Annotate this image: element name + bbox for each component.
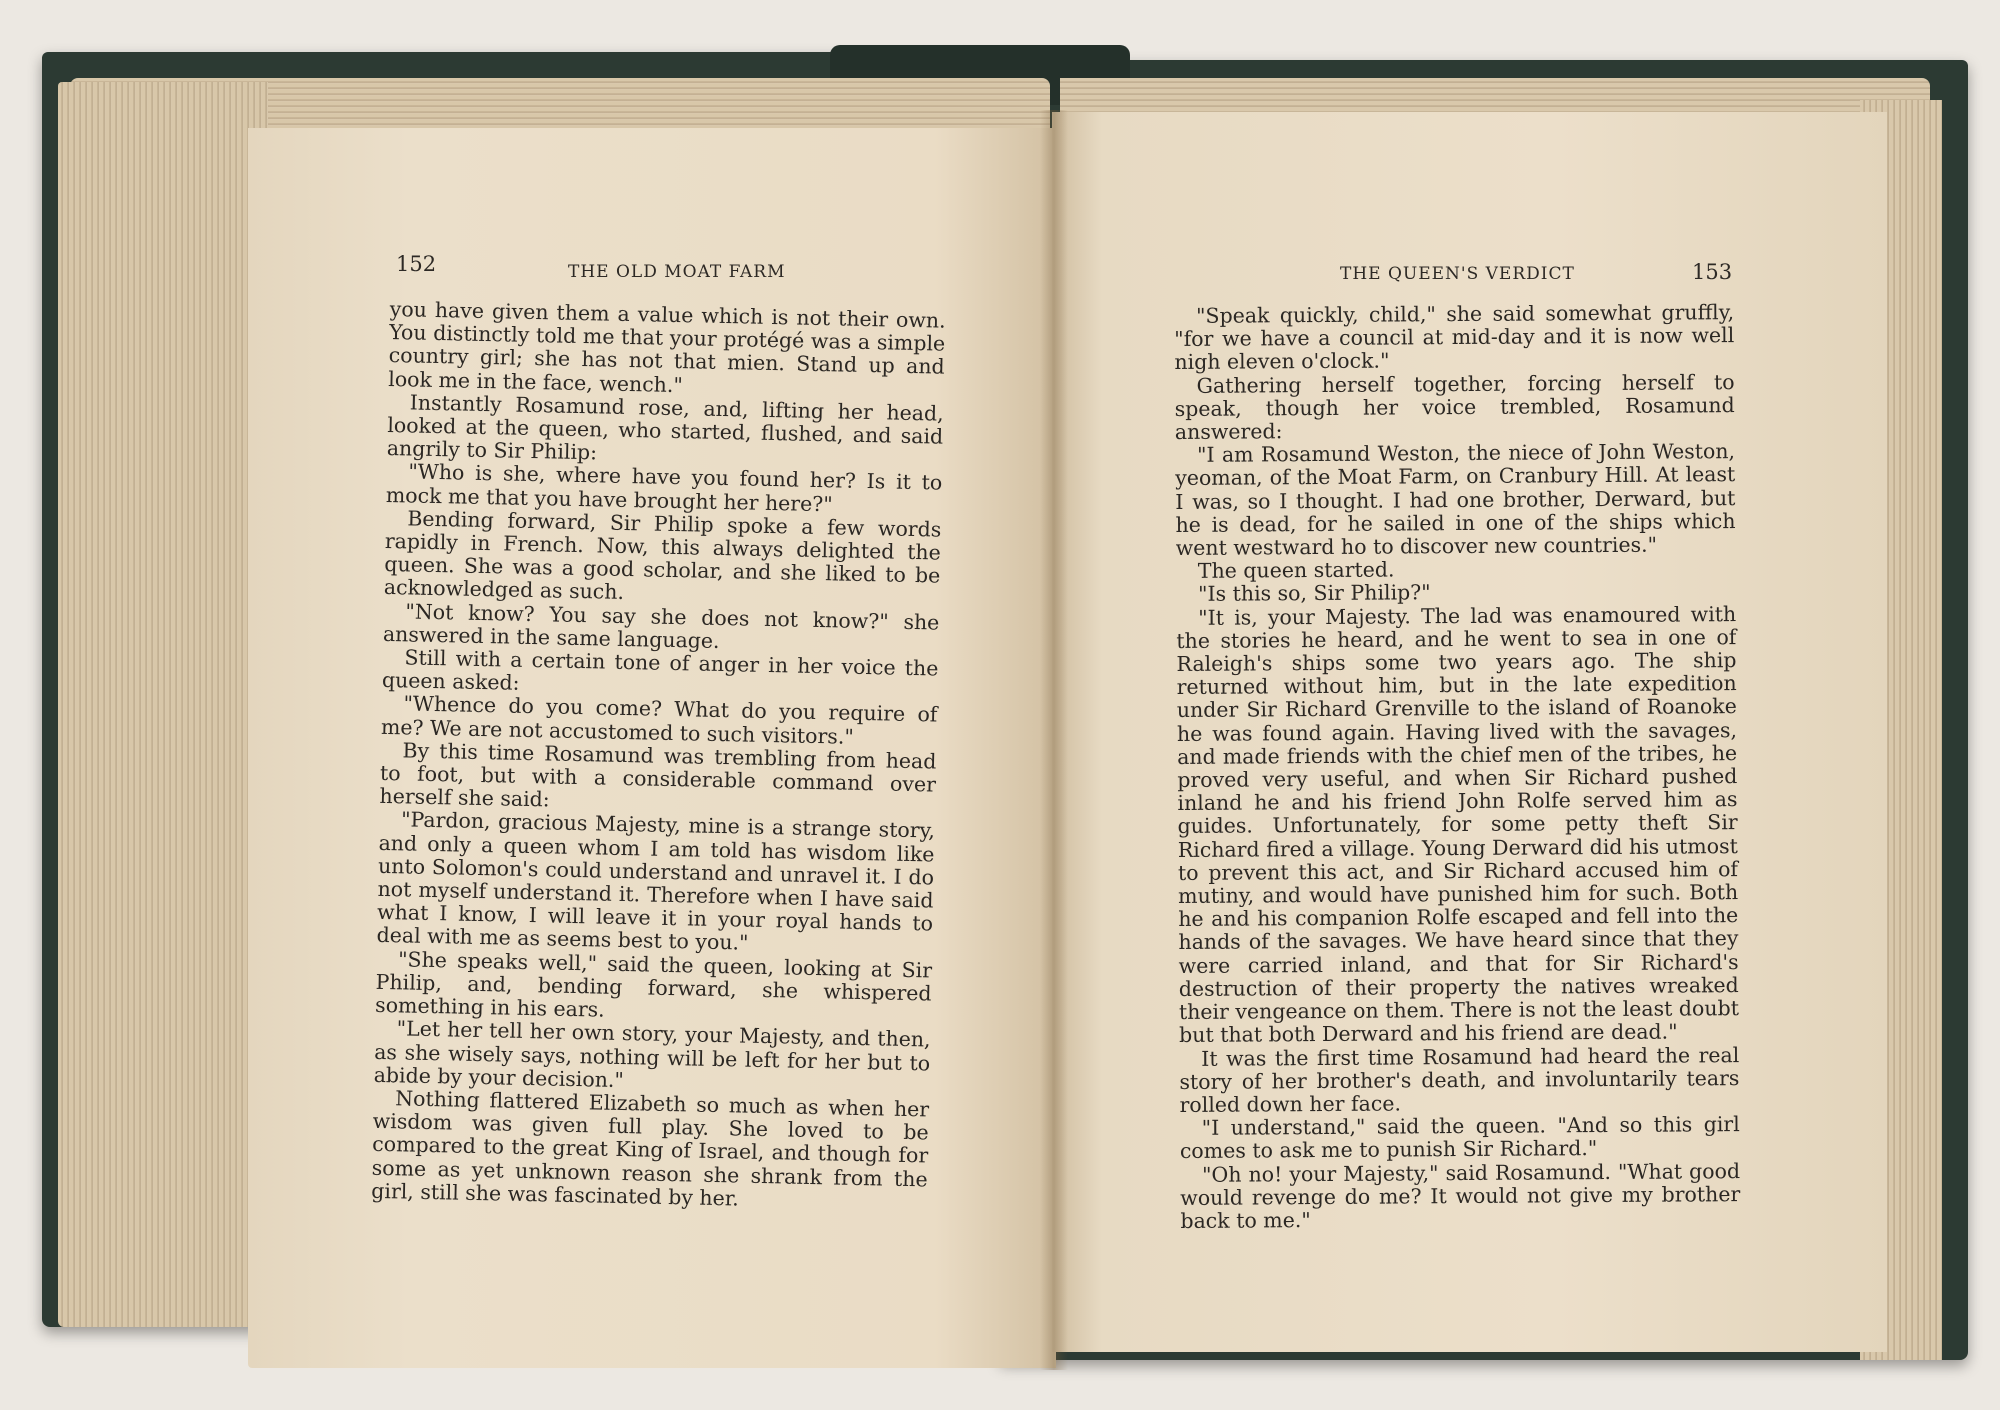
paragraph: you have given them a value which is not their own. You distinctly told me that your protégé was a simple country girl; she has not that mien. Stand up and look me in the face, wench." — [388, 297, 946, 397]
paragraph: "Whence do you come? What do you require of me? We are not accustomed to such visitors." — [380, 691, 938, 749]
left-page — [248, 128, 1056, 1368]
paragraph: "Pardon, gracious Majesty, mine is a strange story, and only a queen whom I am told has wisdom like unto Solomon's could understand and unravel it. I do not myself understand it. Therefore when I have said what I know, I will leave it in your royal hands to deal with me as seems best to you." — [376, 807, 936, 956]
paragraph: "Speak quickly, child," she said somewhat gruffly, "for we have a council at mid-day and it is now well nigh eleven o'clock." — [1174, 300, 1735, 375]
running-head: THE QUEEN'S VERDICT — [1340, 264, 1575, 284]
page-text — [1174, 301, 1740, 1233]
paragraph: "Is this so, Sir Philip?" — [1197, 580, 1431, 607]
left-page-edges — [58, 82, 268, 1327]
paragraph: It was the first time Rosamund had heard the real story of her brother's death, and involuntarily tears rolled down her face. — [1179, 1042, 1740, 1117]
paragraph: "I understand," said the queen. "And so this girl comes to ask me to punish Sir Richard." — [1179, 1112, 1740, 1164]
paragraph: Instantly Rosamund rose, and, lifting her head, looked at the queen, who started, flushed, and said angrily to Sir Philip: — [386, 390, 944, 465]
paragraph: The queen started. — [1197, 557, 1395, 584]
paragraph: Bending forward, Sir Philip spoke a few words rapidly in French. Now, this always delighted the queen. She was a good scholar, and she liked to be acknowledged as such. — [383, 506, 942, 605]
right-page — [1052, 112, 1887, 1352]
paragraph: "Let her tell her own story, your Majesty, and then, as she wisely says, nothing will be left for her but to abide by your decision." — [373, 1016, 931, 1092]
paragraph: "Not know? You say she does not know?" she answered in the same language. — [382, 599, 940, 653]
page-number: 153 — [1692, 260, 1733, 284]
paragraph: Gathering herself together, forcing herself to speak, though her voice trembled, Rosamund answered: — [1174, 369, 1735, 445]
page-text — [371, 298, 946, 1214]
paragraph: Nothing flattered Elizabeth so much as when her wisdom was given full play. She loved to be compared to the great King of Israel, and though for some as yet unknown reason she shrank from the girl, still she was fascinated by her. — [371, 1086, 930, 1211]
paragraph: "She speaks well," said the queen, looking at Sir Philip, and, bending forward, she whispered something in his ears. — [374, 947, 933, 1022]
paragraph: "Oh no! your Majesty," said Rosamund. "What good would revenge do me? It would not give my brother back to me." — [1180, 1158, 1741, 1233]
paragraph: Still with a certain tone of anger in her voice the queen asked: — [381, 645, 939, 696]
book-gutter — [1040, 110, 1068, 1370]
running-head: THE OLD MOAT FARM — [568, 262, 786, 282]
paragraph: "It is, your Majesty. The lad was enamoured with the stories he heard, and he went to sea in one of Raleigh's ships some two years ago. The ship returned without him, but in the late expedition under Sir Richard Grenville to the island of Roanoke he was found again. Having lived with the savages, and made friends with the chief men of the tribes, he proved very useful, and when Sir Richard pushed inland he and his friend John Rolfe served him as guides. Unfortunately, for some petty theft Sir Richard fired a village. Young Derward did his utmost to prevent this act, and Sir Richard accused him of mutiny, and would have punished him for such. Both he and his companion Rolfe escaped and fell into the hands of the savages. We have heard since that they were carried inland, and that for Sir Richard's destruction of their property the natives wreaked their vengeance on them. There is not the least doubt but that both Derward and his friend are dead." — [1176, 601, 1740, 1048]
paragraph: By this time Rosamund was trembling from head to foot, but with a considerable command over herself she said: — [379, 738, 937, 812]
page-number: 152 — [396, 252, 437, 276]
paragraph: "Who is she, where have you found her? Is it to mock me that you have brought her here?" — [385, 459, 943, 516]
paragraph: "I am Rosamund Weston, the niece of John Weston, yeoman, of the Moat Farm, on Cranbury Hill. At least I was, so I thought. I had one brother, Derward, but he is dead, for he sailed in one of the ships which went westward ho to discover new countries." — [1175, 439, 1736, 561]
